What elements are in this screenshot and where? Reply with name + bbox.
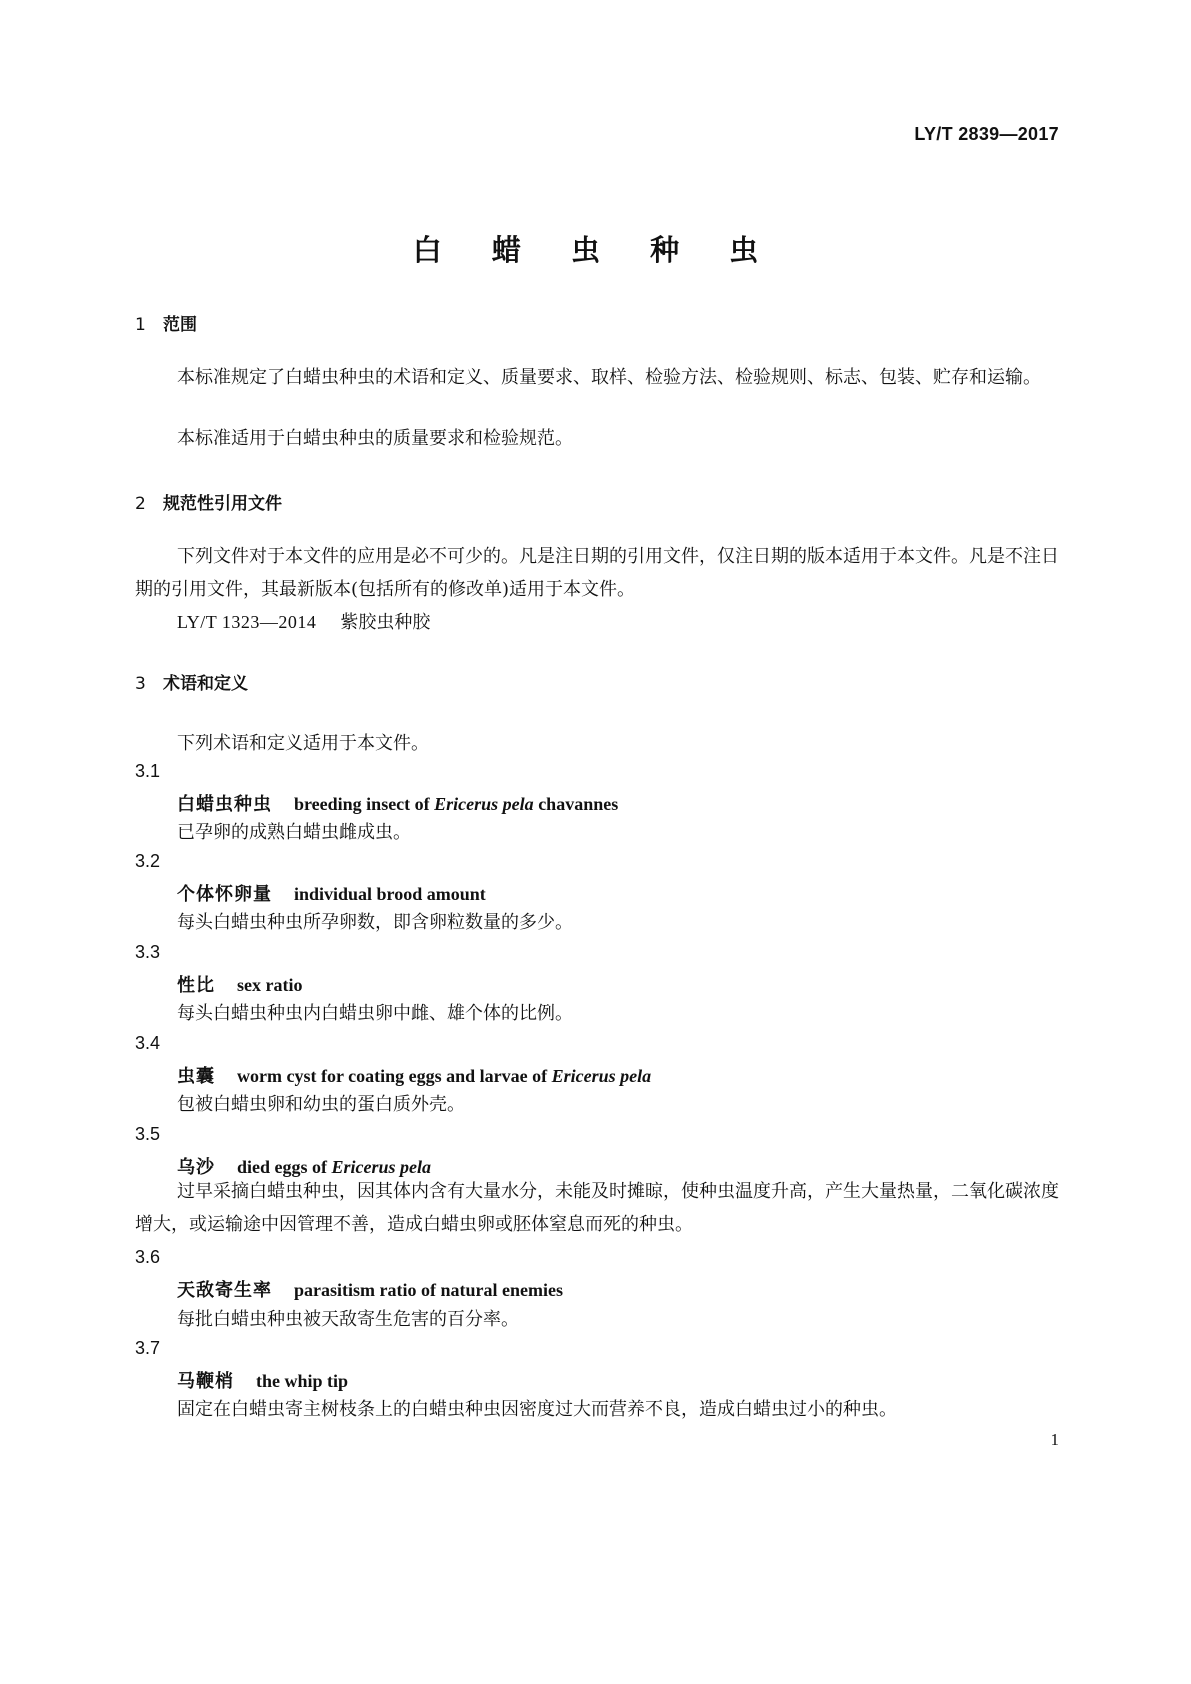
section-number: 3: [135, 674, 146, 694]
term-definition: 过早采摘白蜡虫种虫，因其体内含有大量水分，未能及时摊晾，使种虫温度升高，产生大量热量，二氧化碳浓度增大，或运输途中因管理不善，造成白蜡虫卵或胚体窒息而死的种虫。: [135, 1181, 1059, 1235]
term-en-italic: Ericerus pela: [331, 1157, 432, 1177]
document-title: 白 蜡 虫 种 虫: [412, 233, 779, 267]
term-number: 3.3: [135, 942, 161, 962]
term-zh: 天敌寄生率: [177, 1280, 272, 1301]
section-1-heading: [135, 310, 197, 335]
term-number: 3.2: [135, 851, 161, 871]
term-definition: 每头白蜡虫种虫所孕卵数，即含卵粒数量的多少。: [177, 912, 573, 933]
term-en: the whip tip: [256, 1371, 349, 1391]
section-3-heading: [135, 669, 248, 694]
term-zh: 性比: [177, 975, 215, 996]
term-en: breeding insect of: [294, 794, 435, 814]
term-zh: 虫囊: [177, 1066, 215, 1087]
term-en-italic: Ericerus pela: [434, 794, 534, 814]
term-number: 3.4: [135, 1033, 161, 1053]
scope-paragraph-1: 本标准规定了白蜡虫种虫的术语和定义、质量要求、取样、检验方法、检验规则、标志、包装、贮存和运输。: [177, 367, 1041, 388]
term-en: individual brood amount: [294, 884, 486, 904]
term-en: worm cyst for coating eggs and larvae of: [237, 1066, 552, 1086]
term-en: died eggs of: [237, 1157, 332, 1177]
term-zh: 马鞭梢: [177, 1371, 234, 1392]
term-en: sex ratio: [237, 975, 303, 995]
standard-code: LY/T 2839—2017: [914, 124, 1059, 144]
reference-code: LY/T 1323—2014: [177, 612, 317, 632]
section-title: 范围: [163, 315, 197, 335]
term-heading: [177, 971, 302, 997]
page-number: 1: [1050, 1430, 1059, 1449]
term-number: 3.6: [135, 1247, 161, 1267]
term-number: 3.5: [135, 1124, 161, 1144]
term-heading: [177, 1276, 563, 1302]
term-definition: 包被白蜡虫卵和幼虫的蛋白质外壳。: [177, 1094, 465, 1115]
term-definition: 已孕卵的成熟白蜡虫雌成虫。: [177, 822, 411, 843]
term-en-italic: Ericerus pela: [551, 1066, 652, 1086]
section-number: 1: [135, 315, 146, 335]
term-zh: 白蜡虫种虫: [177, 794, 272, 815]
section-number: 2: [135, 494, 146, 514]
scope-paragraph-2: 本标准适用于白蜡虫种虫的质量要求和检验规范。: [177, 428, 573, 449]
term-heading: [177, 1367, 348, 1393]
term-definition: 固定在白蜡虫寄主树枝条上的白蜡虫种虫因密度过大而营养不良，造成白蜡虫过小的种虫。: [177, 1399, 897, 1420]
term-zh: 个体怀卵量: [177, 884, 272, 905]
normative-reference: [177, 608, 430, 634]
section-title: 术语和定义: [163, 674, 248, 694]
term-heading: [177, 880, 486, 906]
reference-title: 紫胶虫种胶: [340, 612, 431, 633]
term-en-suffix: chavannes: [533, 794, 619, 814]
term-number: 3.7: [135, 1338, 161, 1358]
term-definition: 每头白蜡虫种虫内白蜡虫卵中雌、雄个体的比例。: [177, 1003, 573, 1024]
term-heading: [177, 790, 618, 816]
term-definition: 每批白蜡虫种虫被天敌寄生危害的百分率。: [177, 1309, 519, 1330]
term-heading: [177, 1062, 651, 1088]
normative-paragraph: 下列文件对于本文件的应用是必不可少的。凡是注日期的引用文件，仅注日期的版本适用于本文件。凡是不注日期的引用文件，其最新版本(包括所有的修改单)适用于本文件。: [135, 546, 1059, 600]
term-number: 3.1: [135, 761, 161, 781]
term-zh: 乌沙: [177, 1157, 215, 1178]
terms-intro: 下列术语和定义适用于本文件。: [177, 733, 429, 754]
term-en: parasitism ratio of natural enemies: [294, 1280, 563, 1300]
section-2-heading: [135, 489, 282, 514]
section-title: 规范性引用文件: [163, 494, 282, 514]
